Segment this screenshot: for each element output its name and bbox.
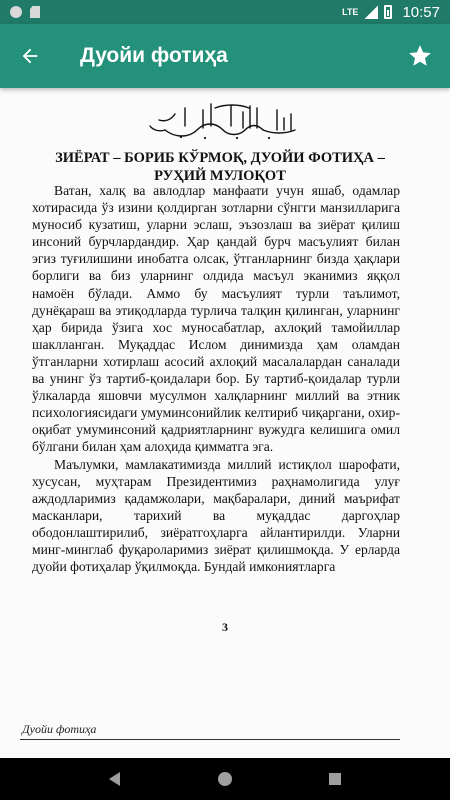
- document-body: [32, 182, 400, 575]
- basmala-calligraphy-icon: [145, 100, 300, 142]
- nav-home-button[interactable]: [205, 759, 245, 799]
- signal-icon: [364, 5, 378, 19]
- network-type: LTE: [342, 7, 359, 17]
- nav-recents-button[interactable]: [315, 759, 355, 799]
- paragraph: Маълумки, мамлакатимизда миллий истиқлол шарофати, хусусан, муҳтарам Президентимиз раҳнамолигида улуғ аждодларимиз қадамжолари, мақбаралари, диний маърифат масканлари, тарихий ва муқаддас даргоҳлар ободонлаштирилиб, зиёратгоҳларга айлантирилди. Уларни минг-минглаб фуқароларимиз зиёрат қилишмоқда. У ерларда дуойи фотиҳалар ўқилмоқда. Бундай имкониятларга: [32, 456, 400, 575]
- title-line-1: ЗИЁРАТ – БОРИБ КЎРМОҚ, ДУОЙИ ФОТИҲА –: [55, 150, 385, 166]
- app-bar: [0, 24, 450, 88]
- document-title: [30, 149, 410, 185]
- page-title: Дуойи фотиҳа: [80, 44, 228, 67]
- arrow-back-icon: [19, 45, 41, 67]
- nav-home-circle-icon: [217, 771, 233, 787]
- system-nav-bar: [0, 758, 450, 800]
- favorite-button[interactable]: [390, 24, 450, 88]
- footer-title: Дуойи фотиҳа: [22, 722, 97, 736]
- page-number: 3: [222, 620, 228, 634]
- back-button[interactable]: [0, 24, 60, 88]
- sd-card-icon: [30, 6, 40, 18]
- nav-back-button[interactable]: [95, 759, 135, 799]
- title-line-2: РУҲИЙ МУЛОҚОТ: [154, 168, 286, 184]
- battery-icon: [384, 5, 392, 19]
- status-bar: [0, 0, 450, 24]
- clock: 10:57: [402, 3, 440, 21]
- nav-recents-square-icon: [328, 772, 342, 786]
- footer-divider: [20, 739, 400, 740]
- document-page[interactable]: [0, 88, 450, 758]
- nav-back-triangle-icon: [107, 771, 123, 787]
- paragraph: Ватан, халқ ва авлодлар манфаати учун яшаб, одамлар хотирасида ўз изини қолдирган зотларни сўнгги манзилларига муносиб кузатиш, уларни эслаш, эъзозлаш ва зиёрат қилиш инсоний бурчлардандир. Ҳар қандай бурч масъулият билан эгиз туғилишини инобатга олсак, ўтганларнинг бизда ҳақлари борлиги ва биз уларнинг олдида масъул эканимиз яққол намоён бўлади. Аммо бу масъулият турли таълимот, дунёқараш ва этиқодларда турлича талқин қилинган, уларнинг ҳар бирида ўзига хос муносабатлар, ахлоқий тамойиллар шаклланган. Муқаддас Ислом динимизда ҳам оламдан ўтганларни хотирлаш асосий ахлоқий масалалардан саналади ва унинг ўз тартиб-қоидалари бор. Бу тартиб-қоидалар турли ўлкаларда яшовчи мусулмон халқларнинг миллий ва этник психологиясидаги умуминсонийлик келтириб чиқаргани, охир-оқибат умуминсоний қадриятларнинг вужудга келишига омил бўлгани билан ҳам алоҳида қимматга эга.: [32, 183, 400, 455]
- notification-dot-icon: [10, 6, 22, 18]
- star-icon: [407, 43, 433, 69]
